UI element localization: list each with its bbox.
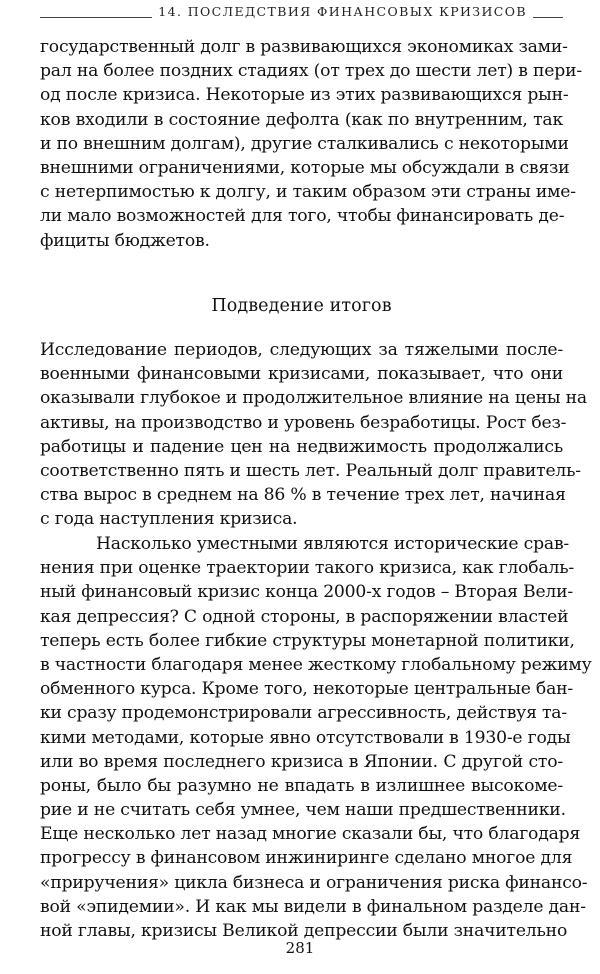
text-line: внешними ограничениями, которые мы обсуждали в связи: [40, 157, 570, 178]
text-line: фициты бюджетов.: [40, 230, 210, 251]
section-heading: Подведение итогов: [211, 296, 392, 316]
text-line: теперь есть более гибкие структуры монетарной политики,: [40, 630, 575, 651]
text-line: прогрессу в финансовом инжиниринге сделано многое для: [40, 848, 573, 869]
text-line: ной главы, кризисы Великой депрессии были значительно: [40, 921, 568, 941]
page-number: 281: [285, 939, 315, 957]
text-line: соответственно пять и шесть лет. Реальный долг правитель-: [40, 460, 581, 481]
text-line: активы, на производство и уровень безработицы. Рост без-: [40, 412, 567, 433]
text-line: работицы и падение цен на недвижимость продолжались: [40, 436, 563, 457]
text-line: с года наступления кризиса.: [40, 509, 298, 530]
text-line: с нетерпимостью к долгу, и таким образом эти страны име-: [40, 182, 576, 203]
text-line: в частности благодаря менее жесткому глобальному режиму: [40, 654, 592, 675]
paragraph-3: [40, 532, 592, 943]
text-line: ный финансовый кризис конца 2000-х годов – Вторая Вели-: [40, 582, 574, 603]
text-line: ства вырос в среднем на 86 % в течение трех лет, начиная: [40, 485, 566, 506]
text-line: Еще несколько лет назад многие сказали бы, что благодаря: [40, 824, 581, 845]
text-line: рие и не считать себя умнее, чем наши предшественники.: [40, 800, 566, 821]
paragraph-2: [40, 338, 587, 532]
text-line: и по внешним долгам), другие сталкивались с некоторыми: [40, 133, 569, 154]
text-line: оказывали глубокое и продолжительное влияние на цены на: [40, 388, 587, 409]
text-line: Исследование периодов, следующих за тяжелыми после-: [40, 340, 563, 360]
text-line: государственный долг в развивающихся экономиках зами-: [40, 37, 568, 57]
text-line: военными финансовыми кризисами, показывает, что они: [40, 364, 563, 385]
text-line: «приручения» цикла бизнеса и ограничения риска финансо-: [40, 872, 588, 893]
text-line: вой «эпидемии». И как мы видели в финальном разделе дан-: [40, 896, 586, 917]
text-line: нения при оценке траектории такого кризиса, как глобаль-: [40, 558, 574, 579]
text-line: или во время последнего кризиса в Японии. С другой сто-: [40, 751, 563, 772]
text-line: ки сразу продемонстрировали агрессивность, действуя та-: [40, 703, 567, 724]
text-line: Насколько уместными являются исторические срав-: [96, 534, 570, 554]
text-line: обменного курса. Кроме того, некоторые центральные бан-: [40, 679, 573, 700]
text-line: роны, было бы разумно не впадать в излишнее высокоме-: [40, 775, 563, 796]
text-line: ли мало возможностей для того, чтобы финансировать де-: [40, 206, 565, 227]
running-header: [40, 3, 563, 25]
text-line: кая депрессия? С одной стороны, в распоряжении властей: [40, 606, 569, 627]
running-title: 14. ПОСЛЕДСТВИЯ ФИНАНСОВЫХ КРИЗИСОВ: [152, 3, 533, 21]
text-line: кими методами, которые явно отсутствовали в 1930-е годы: [40, 727, 571, 748]
text-line: ков входили в состояние дефолта (как по внутренним, так: [40, 109, 563, 130]
text-line: рал на более поздних стадиях (от трех до шести лет) в пери-: [40, 61, 582, 82]
paragraph-1: [40, 35, 582, 253]
text-line: од после кризиса. Некоторые из этих развивающихся рын-: [40, 85, 569, 106]
